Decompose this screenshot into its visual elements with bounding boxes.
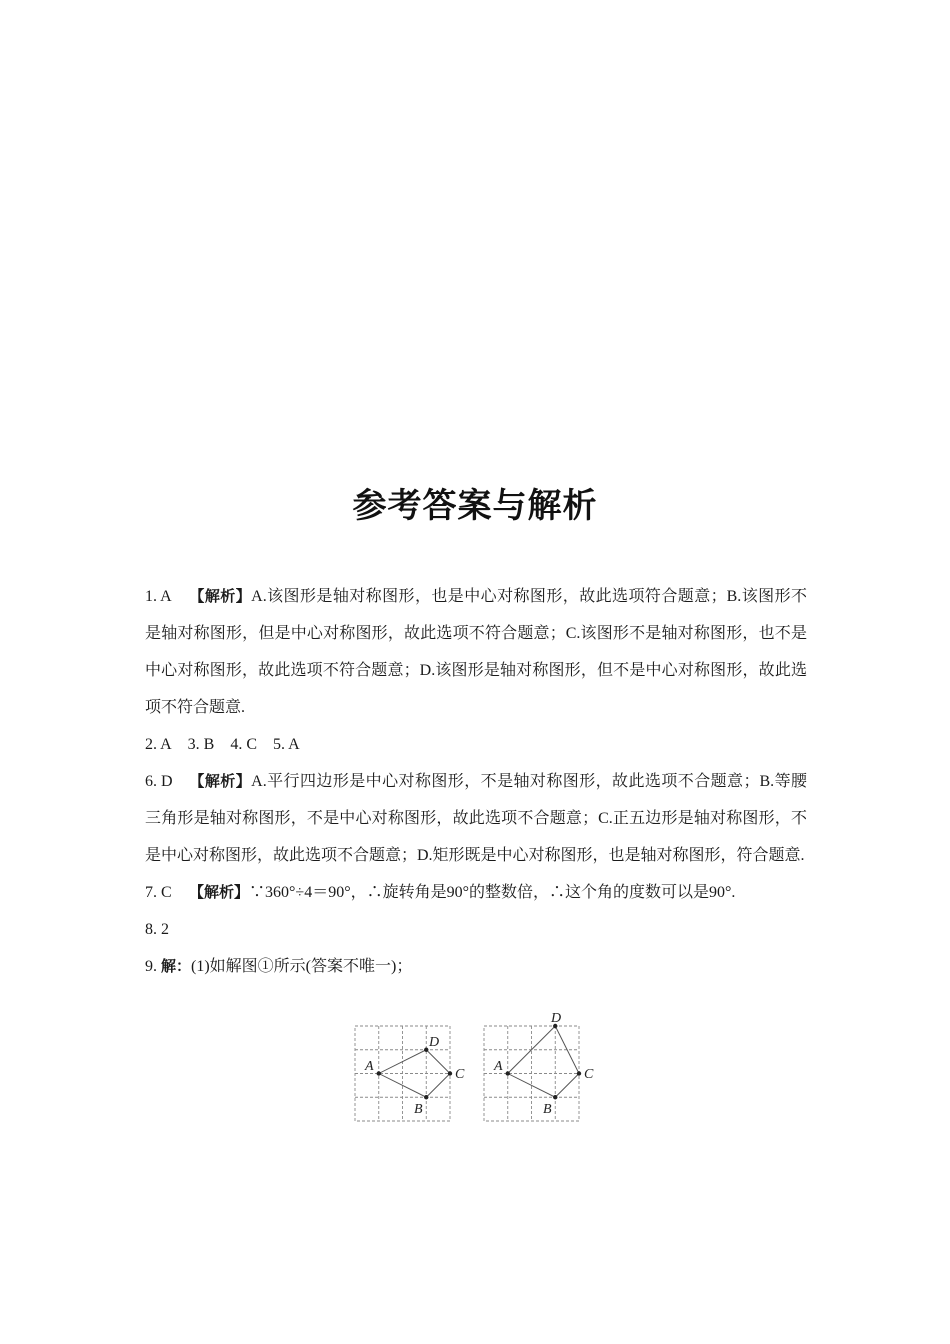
analysis-tag: 【解析】: [189, 883, 250, 901]
answer-item-8: [145, 911, 807, 948]
answer-number: 9.: [145, 958, 157, 975]
grid-figure-2: [484, 1011, 594, 1121]
answer-number: 2. A: [145, 736, 172, 753]
point-label-d: D: [551, 1011, 562, 1026]
answer-item-6: [145, 763, 807, 874]
solution-figures: [0, 1005, 950, 1130]
quadrilateral-abcd: [508, 1026, 579, 1097]
answer-item-2-5: [145, 726, 807, 763]
answer-number: 3. B: [187, 736, 215, 753]
grid-figure-1: [355, 1026, 465, 1121]
point-label-a: A: [494, 1059, 503, 1074]
answer-number: 8. 2: [145, 921, 169, 938]
page-title: 参考答案与解析: [352, 486, 598, 526]
answer-text: A.该图形是轴对称图形，也是中心对称图形，故此选项符合题意；B.该图形不是轴对称图形，但是中心对称图形，故此选项不符合题意；C.该图形不是轴对称图形，也不是中心对称图形，故此选项不符合题意；D.该图形是轴对称图形，但不是中心对称图形，故此选项不符合题意.: [145, 588, 807, 716]
answer-number: 1. A: [145, 588, 172, 605]
answer-number: 7. C: [145, 884, 172, 901]
answer-item-9: [145, 948, 807, 985]
answer-number: 4. C: [230, 736, 258, 753]
answer-item-7: [145, 874, 807, 911]
point-label-a: A: [365, 1059, 374, 1074]
answer-item-1: [145, 578, 807, 726]
analysis-tag: 【解析】: [189, 772, 252, 790]
point-label-c: C: [455, 1067, 465, 1082]
solution-label: 解：: [161, 957, 192, 975]
answer-text: ∵360°÷4＝90°，∴旋转角是90°的整数倍，∴这个角的度数可以是90°.: [249, 884, 736, 901]
point-label-b: B: [543, 1102, 552, 1117]
answer-content: [145, 578, 807, 985]
answer-number: 6. D: [145, 773, 173, 790]
answer-text: A.平行四边形是中心对称图形，不是轴对称图形，故此选项不合题意；B.等腰三角形是轴对称图形，不是中心对称图形，故此选项不合题意；C.正五边形是轴对称图形，不是中心对称图形，故此选项不合题意；D.矩形既是中心对称图形，也是轴对称图形，符合题意.: [145, 773, 807, 864]
point-label-d: D: [429, 1035, 440, 1050]
point-label-c: C: [584, 1067, 594, 1082]
point-label-b: B: [414, 1102, 423, 1117]
answer-text: (1)如解图①所示(答案不唯一)；: [191, 958, 413, 975]
analysis-tag: 【解析】: [189, 587, 252, 605]
answer-number: 5. A: [273, 736, 300, 753]
quadrilateral-abcd: [379, 1050, 450, 1098]
